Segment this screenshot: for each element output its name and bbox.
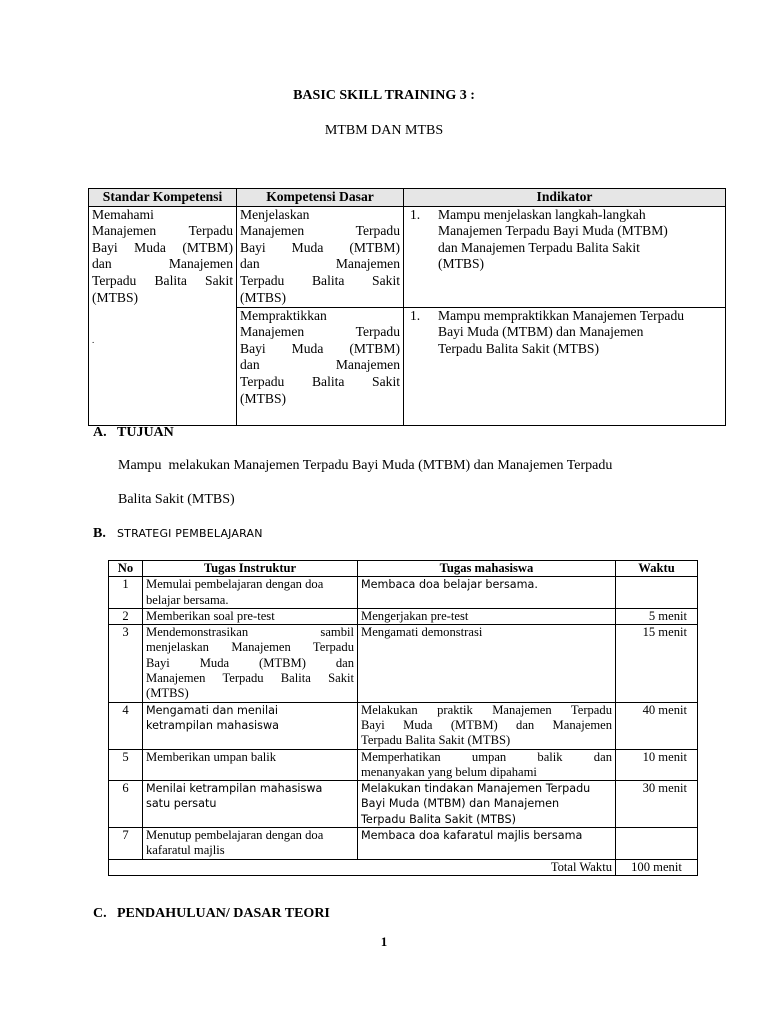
indikator-line: (MTBS) bbox=[438, 256, 485, 272]
section-a-text-line: Balita Sakit (MTBS) bbox=[118, 492, 235, 507]
document-title: BASIC SKILL TRAINING 3 : bbox=[293, 88, 475, 103]
indikator-line: Mampu mempraktikkan Manajemen Terpadu bbox=[438, 307, 685, 323]
instruktur-line: Memulai pembelajaran dengan doa bbox=[146, 577, 324, 592]
section-b-label: B. bbox=[93, 526, 106, 541]
row-waktu: 5 menit bbox=[616, 608, 698, 624]
instruktur-line: Menilai ketrampilan mahasiswa bbox=[146, 782, 323, 796]
instruktur-line: Bayi Muda (MTBM) dan bbox=[146, 655, 354, 670]
strategy-header-row bbox=[109, 561, 698, 577]
row-waktu: 40 menit bbox=[616, 702, 698, 749]
row-no: 5 bbox=[109, 749, 143, 781]
mahasiswa-line: Melakukan tindakan Manajemen Terpadu bbox=[361, 782, 591, 796]
instruktur-line: belajar bersama. bbox=[146, 592, 229, 607]
row-waktu bbox=[616, 828, 698, 860]
standar-line: Terpadu Balita Sakit bbox=[92, 272, 233, 288]
instruktur-line: (MTBS) bbox=[146, 686, 189, 701]
standar-line: Memahami bbox=[92, 206, 154, 222]
row-waktu: 10 menit bbox=[616, 749, 698, 781]
header-indikator: Indikator bbox=[404, 189, 726, 207]
section-c-title: PENDAHULUAN/ DASAR TEORI bbox=[117, 906, 330, 921]
standar-line: dan Manajemen bbox=[92, 256, 233, 272]
indikator-item bbox=[407, 207, 722, 273]
instruktur-line: kafaratul majlis bbox=[146, 843, 225, 858]
indikator-line: Mampu menjelaskan langkah-langkah bbox=[438, 206, 646, 222]
header-tugas-mahasiswa: Tugas mahasiswa bbox=[358, 561, 616, 577]
dasar-line: Terpadu Balita Sakit bbox=[240, 373, 400, 389]
row-no: 6 bbox=[109, 781, 143, 828]
row-waktu: 15 menit bbox=[616, 625, 698, 702]
row-instruktur bbox=[143, 577, 358, 609]
table-row bbox=[109, 828, 698, 860]
section-c-label: C. bbox=[93, 906, 107, 921]
table-row bbox=[109, 577, 698, 609]
competency-header-row bbox=[89, 189, 726, 207]
row-mahasiswa bbox=[358, 625, 616, 702]
dasar-line: (MTBS) bbox=[240, 289, 287, 305]
dasar-line: Mempraktikkan bbox=[240, 307, 327, 323]
mahasiswa-line: Mengerjakan pre-test bbox=[361, 608, 469, 623]
row-instruktur bbox=[143, 625, 358, 702]
dasar-line: Bayi Muda (MTBM) bbox=[240, 239, 400, 255]
row-mahasiswa bbox=[358, 577, 616, 609]
page-number: 1 bbox=[380, 934, 388, 949]
table-row bbox=[109, 749, 698, 781]
instruktur-line: ketrampilan mahasiswa bbox=[146, 718, 279, 732]
mahasiswa-line: Mengamati demonstrasi bbox=[361, 625, 483, 640]
header-no: No bbox=[109, 561, 143, 577]
row-no: 2 bbox=[109, 608, 143, 624]
row-waktu: 30 menit bbox=[616, 781, 698, 828]
dasar-line: Bayi Muda (MTBM) bbox=[240, 340, 400, 356]
competency-table bbox=[88, 188, 726, 426]
strategy-table bbox=[108, 560, 698, 876]
instruktur-line: Manajemen Terpadu Balita Sakit bbox=[146, 671, 354, 686]
standar-kompetensi-cell bbox=[89, 206, 237, 425]
row-instruktur bbox=[143, 749, 358, 781]
dasar-line: Menjelaskan bbox=[240, 206, 310, 222]
standar-dot: . bbox=[92, 335, 95, 346]
indikator-line: dan Manajemen Terpadu Balita Sakit bbox=[438, 239, 640, 255]
row-no: 7 bbox=[109, 828, 143, 860]
instruktur-line: satu persatu bbox=[146, 797, 217, 811]
table-row bbox=[109, 608, 698, 624]
dasar-line: Manajemen Terpadu bbox=[240, 324, 400, 340]
row-instruktur bbox=[143, 781, 358, 828]
table-row bbox=[109, 702, 698, 749]
mahasiswa-line: Membaca doa kafaratul majlis bersama bbox=[361, 829, 583, 843]
total-row bbox=[109, 859, 698, 875]
competency-row bbox=[89, 206, 726, 307]
row-waktu bbox=[616, 577, 698, 609]
indikator-item bbox=[407, 308, 722, 358]
row-no: 1 bbox=[109, 577, 143, 609]
mahasiswa-line: Bayi Muda (MTBM) dan Manajemen bbox=[361, 797, 560, 811]
section-a-text-line: Mampu melakukan Manajemen Terpadu Bayi Muda (MTBM) dan Manajemen Terpadu bbox=[118, 458, 613, 473]
dasar-line: Terpadu Balita Sakit bbox=[240, 272, 400, 288]
row-mahasiswa bbox=[358, 702, 616, 749]
row-mahasiswa bbox=[358, 608, 616, 624]
instruktur-line: Mendemonstrasikan sambil bbox=[146, 625, 354, 640]
row-no: 4 bbox=[109, 702, 143, 749]
row-mahasiswa bbox=[358, 749, 616, 781]
table-row bbox=[109, 781, 698, 828]
header-waktu: Waktu bbox=[616, 561, 698, 577]
dasar-line: (MTBS) bbox=[240, 390, 287, 406]
header-tugas-instruktur: Tugas Instruktur bbox=[143, 561, 358, 577]
row-mahasiswa bbox=[358, 781, 616, 828]
indikator-line: Manajemen Terpadu Bayi Muda (MTBM) bbox=[438, 223, 668, 239]
indikator-number: 1. bbox=[410, 307, 421, 323]
dasar-line: Manajemen Terpadu bbox=[240, 223, 400, 239]
mahasiswa-line: Memperhatikan umpan balik dan bbox=[361, 749, 612, 764]
indikator-line: Terpadu Balita Sakit (MTBS) bbox=[438, 340, 600, 356]
row-instruktur bbox=[143, 702, 358, 749]
section-c-heading bbox=[93, 906, 330, 922]
row-no: 3 bbox=[109, 625, 143, 702]
total-label: Total Waktu bbox=[109, 859, 616, 875]
indikator-line: Bayi Muda (MTBM) dan Manajemen bbox=[438, 324, 644, 340]
standar-line: (MTBS) bbox=[92, 289, 139, 305]
dasar-line: dan Manajemen bbox=[240, 256, 400, 272]
table-row bbox=[109, 625, 698, 702]
instruktur-line: Menutup pembelajaran dengan doa bbox=[146, 828, 324, 843]
standar-line: Bayi Muda (MTBM) bbox=[92, 239, 233, 255]
indikator-cell bbox=[404, 206, 726, 307]
section-a-title: TUJUAN bbox=[117, 425, 174, 440]
mahasiswa-line: Bayi Muda (MTBM) dan Manajemen bbox=[361, 717, 612, 732]
instruktur-line: menjelaskan Manajemen Terpadu bbox=[146, 640, 354, 655]
indikator-number: 1. bbox=[410, 206, 421, 222]
indikator-cell bbox=[404, 307, 726, 425]
header-kompetensi-dasar: Kompetensi Dasar bbox=[237, 189, 404, 207]
row-mahasiswa bbox=[358, 828, 616, 860]
mahasiswa-line: Membaca doa belajar bersama. bbox=[361, 578, 538, 592]
kompetensi-dasar-cell bbox=[237, 206, 404, 307]
mahasiswa-line: menanyakan yang belum dipahami bbox=[361, 764, 537, 779]
row-instruktur bbox=[143, 608, 358, 624]
mahasiswa-line: Melakukan praktik Manajemen Terpadu bbox=[361, 702, 612, 717]
mahasiswa-line: Terpadu Balita Sakit (MTBS) bbox=[361, 812, 516, 826]
instruktur-line: Memberikan soal pre-test bbox=[146, 608, 275, 623]
mahasiswa-line: Terpadu Balita Sakit (MTBS) bbox=[361, 733, 511, 748]
section-a-label: A. bbox=[93, 425, 107, 440]
row-instruktur bbox=[143, 828, 358, 860]
kompetensi-dasar-cell bbox=[237, 307, 404, 425]
standar-line: Manajemen Terpadu bbox=[92, 223, 233, 239]
instruktur-line: Memberikan umpan balik bbox=[146, 749, 277, 764]
header-standar-kompetensi: Standar Kompetensi bbox=[89, 189, 237, 207]
dasar-line: dan Manajemen bbox=[240, 357, 400, 373]
document-subtitle: MTBM DAN MTBS bbox=[324, 123, 444, 138]
total-value: 100 menit bbox=[616, 859, 698, 875]
instruktur-line: Mengamati dan menilai bbox=[146, 703, 279, 717]
section-a-heading bbox=[93, 425, 174, 441]
section-b-title: STRATEGI PEMBELAJARAN bbox=[117, 527, 263, 540]
section-b-heading bbox=[93, 526, 263, 542]
